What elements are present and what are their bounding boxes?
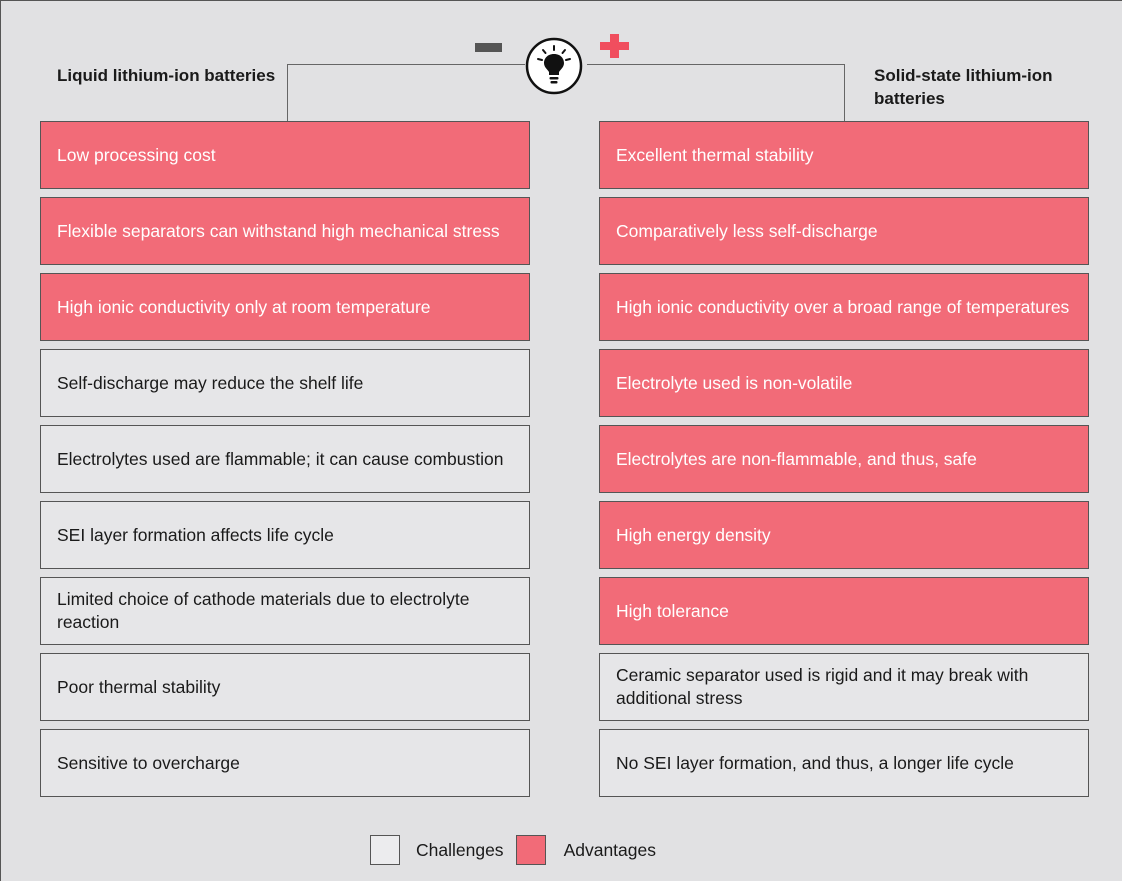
left-item-text: Self-discharge may reduce the shelf life [57,372,364,393]
left-item-text: High ionic conductivity only at room temperature [57,296,431,317]
left-item-text: Flexible separators can withstand high mechanical stress [57,220,500,241]
minus-icon [475,43,502,52]
lightbulb-icon [525,37,583,95]
right-item-text: Electrolytes are non-flammable, and thus, safe [616,448,977,469]
left-item-text: SEI layer formation affects life cycle [57,524,334,545]
right-connector-line [587,64,845,122]
advantages-legend-label: Advantages [563,839,656,860]
left-item-text: Poor thermal stability [57,676,221,697]
left-item-7 [40,577,530,645]
right-item-text: Excellent thermal stability [616,144,814,165]
right-item-text: Electrolyte used is non-volatile [616,372,853,393]
left-column-title: Liquid lithium-ion batteries [57,66,276,85]
left-connector-line [287,64,525,122]
legend [370,834,656,866]
right-item-7 [599,577,1089,645]
left-item-text: Electrolytes used are flammable; it can cause combustion [57,448,504,469]
right-item-4 [599,349,1089,417]
right-item-1 [599,121,1089,189]
right-column-title: Solid-state lithium-ion batteries [874,66,1053,108]
left-item-text: Low processing cost [57,144,216,165]
right-item-5 [599,425,1089,493]
left-item-5 [40,425,530,493]
right-item-text: No SEI layer formation, and thus, a longer life cycle [616,752,1014,773]
right-item-2 [599,197,1089,265]
left-item-1 [40,121,530,189]
left-item-3 [40,273,530,341]
plus-icon [600,34,629,58]
left-item-text: Limited choice of cathode materials due to electrolyte reaction [57,589,470,632]
left-item-4 [40,349,530,417]
right-item-3 [599,273,1089,341]
left-item-2 [40,197,530,265]
left-item-9 [40,729,530,797]
right-item-text: High tolerance [616,600,729,621]
challenges-swatch [370,835,400,865]
advantages-swatch [516,835,546,865]
left-item-text: Sensitive to overcharge [57,752,240,773]
right-item-text: High ionic conductivity over a broad range of temperatures [616,296,1070,317]
right-item-text: Ceramic separator used is rigid and it may break with additional stress [616,665,1029,708]
right-item-6 [599,501,1089,569]
right-item-text: High energy density [616,524,771,545]
challenges-legend-label: Challenges [416,839,504,860]
right-item-9 [599,729,1089,797]
left-item-8 [40,653,530,721]
right-item-8 [599,653,1089,721]
left-item-6 [40,501,530,569]
right-item-text: Comparatively less self-discharge [616,220,878,241]
